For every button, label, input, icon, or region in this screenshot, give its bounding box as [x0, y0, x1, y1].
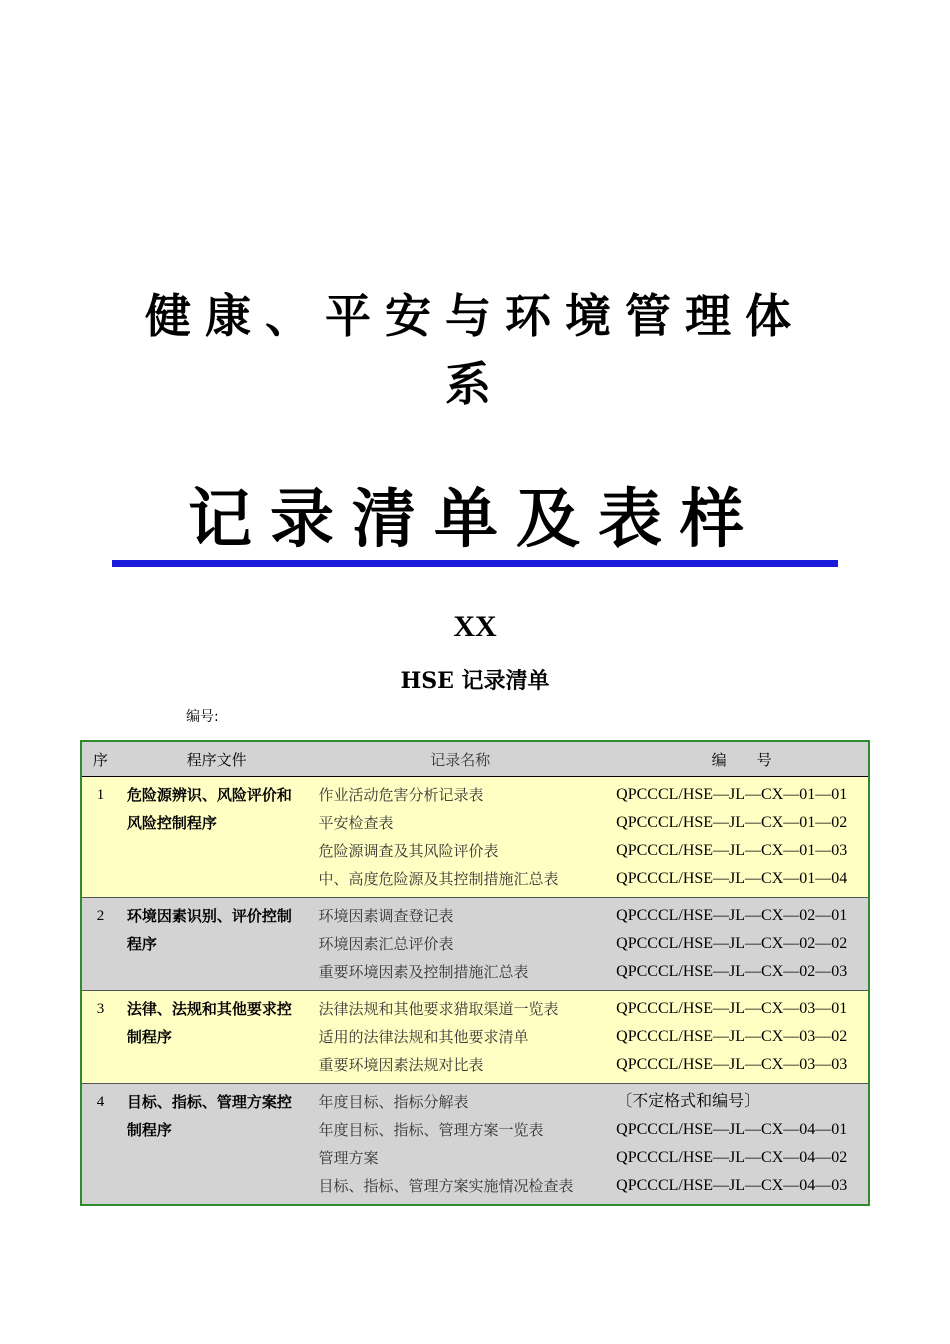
row-procedure: 环境因素识别、评价控制程序	[119, 898, 313, 991]
row-num: 3	[81, 991, 119, 1084]
record-code: QPCCCL/HSE—JL—CX—01—04	[616, 870, 848, 887]
row-procedure: 危险源辨识、风险评价和风险控制程序	[119, 777, 313, 898]
record-name: 重要环境因素法规对比表	[318, 1056, 484, 1074]
table-row	[81, 1084, 869, 1206]
row-codes	[608, 898, 869, 991]
row-records	[312, 898, 608, 991]
row-codes	[608, 777, 869, 898]
row-procedure: 法律、法规和其他要求控制程序	[119, 991, 313, 1084]
record-code: QPCCCL/HSE—JL—CX—03—03	[616, 1056, 848, 1073]
record-name: 法律法规和其他要求猎取渠道一览表	[318, 1000, 559, 1018]
record-name: 年度目标、指标、管理方案一览表	[318, 1121, 544, 1139]
row-num: 1	[81, 777, 119, 898]
record-name: 危险源调查及其风险评价表	[318, 842, 499, 860]
record-code: QPCCCL/HSE—JL—CX—02—02	[616, 935, 848, 952]
record-name: 平安检查表	[318, 814, 394, 832]
table-header-row	[81, 741, 869, 777]
record-code: QPCCCL/HSE—JL—CX—01—02	[616, 814, 848, 831]
row-records	[312, 777, 608, 898]
title-line-2: 系	[445, 357, 505, 411]
main-title: 记录清单及表样	[188, 482, 762, 557]
record-code: QPCCCL/HSE—JL—CX—01—03	[616, 842, 848, 859]
record-code: QPCCCL/HSE—JL—CX—04—02	[616, 1149, 848, 1166]
title-divider	[112, 560, 838, 567]
header-code: 编 号	[608, 741, 869, 777]
record-code: 〔不定格式和编号〕	[616, 1093, 761, 1110]
record-name: 环境因素汇总评价表	[318, 935, 454, 953]
list-subtitle: HSE 记录清单	[400, 668, 550, 694]
title-line-1: 健康、平安与环境管理体	[145, 289, 805, 343]
table-row	[81, 777, 869, 898]
record-name: 适用的法律法规和其他要求清单	[318, 1028, 529, 1046]
row-codes	[608, 991, 869, 1084]
record-name: 作业活动危害分析记录表	[318, 786, 484, 804]
organization-name: XX	[453, 610, 497, 643]
record-code: QPCCCL/HSE—JL—CX—03—01	[616, 1000, 848, 1017]
code-label: 编号:	[186, 709, 219, 725]
record-name: 重要环境因素及控制措施汇总表	[318, 963, 529, 981]
table-row	[81, 991, 869, 1084]
record-name: 中、高度危险源及其控制措施汇总表	[318, 870, 559, 888]
records-table	[80, 740, 870, 1206]
record-code: QPCCCL/HSE—JL—CX—02—01	[616, 907, 848, 924]
row-num: 4	[81, 1084, 119, 1206]
row-num: 2	[81, 898, 119, 991]
record-code: QPCCCL/HSE—JL—CX—02—03	[616, 963, 848, 980]
row-records	[312, 991, 608, 1084]
record-name: 目标、指标、管理方案实施情况检查表	[318, 1177, 574, 1195]
row-procedure: 目标、指标、管理方案控制程序	[119, 1084, 313, 1206]
record-code: QPCCCL/HSE—JL—CX—01—01	[616, 786, 848, 803]
record-code: QPCCCL/HSE—JL—CX—04—01	[616, 1121, 848, 1138]
row-codes	[608, 1084, 869, 1206]
header-num: 序	[81, 741, 119, 777]
record-code: QPCCCL/HSE—JL—CX—04—03	[616, 1177, 848, 1194]
record-name: 年度目标、指标分解表	[318, 1093, 469, 1111]
record-code: QPCCCL/HSE—JL—CX—03—02	[616, 1028, 848, 1045]
table-row	[81, 898, 869, 991]
header-record: 记录名称	[312, 741, 608, 777]
row-records	[312, 1084, 608, 1206]
document-title	[120, 282, 830, 418]
header-procedure: 程序文件	[119, 741, 313, 777]
record-name: 环境因素调查登记表	[318, 907, 454, 925]
record-name: 管理方案	[318, 1149, 379, 1167]
